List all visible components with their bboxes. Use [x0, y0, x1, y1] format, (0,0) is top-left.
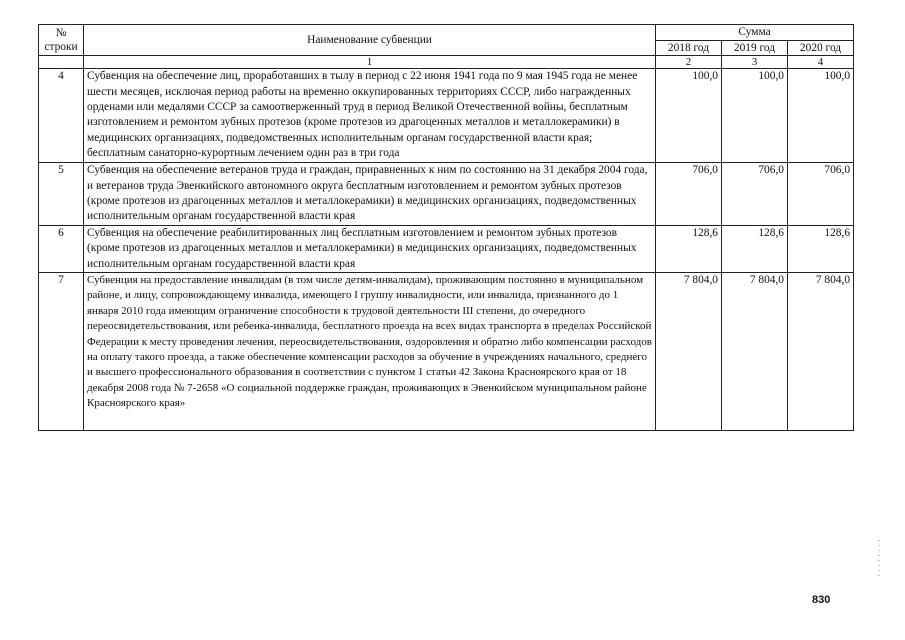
amount-header: Сумма — [656, 25, 854, 41]
subsidy-table — [38, 24, 854, 431]
table-row — [39, 163, 854, 226]
subsidy-name: Субвенция на обеспечение реабилитированных лиц бесплатным изготовлением и ремонтом зубных протезов (кроме протезов из драгоценных металлов и металлокерамики) в медицинских организациях, подведомственных исполнительным органам государственной власти края — [84, 225, 656, 272]
amount-2020: 100,0 — [788, 69, 854, 163]
amount-2018: 128,6 — [656, 225, 722, 272]
amount-2019: 7 804,0 — [722, 273, 788, 431]
column-number-4: 4 — [788, 56, 854, 69]
amount-2020: 706,0 — [788, 163, 854, 226]
subsidy-name: Субвенция на предоставление инвалидам (в том числе детям-инвалидам), проживающим постоянно в муниципальном районе, и лицу, сопровождающему инвалида, имеющего I группу инвалидности, или инвалида, признанного до 1 января 2010 года имеющим ограничение способности к трудовой деятельности III степени, до очередного переосвидетельствования, или ребенка-инвалида, бесплатного проезда на всех видах транспорта в пределах Российской Федерации к месту проведения лечения, переосвидетельствования, оздоровления и обратно либо компенсации расходов на оплату такого проезда, а также обеспечение компенсации расходов за обучение в учреждениях начального, среднего и высшего профессионального образования в соответствии с пунктом 1 статьи 42 Закона Красноярского края от 18 декабря 2008 года № 7-2658 «О социальной поддержке граждан, проживающих в Эвенкийском муниципальном районе Красноярского края» — [84, 273, 656, 431]
row-number: 4 — [39, 69, 84, 163]
row-number: 6 — [39, 225, 84, 272]
amount-2018: 7 804,0 — [656, 273, 722, 431]
table-row — [39, 225, 854, 272]
scan-artifact — [878, 540, 880, 580]
table-row — [39, 273, 854, 431]
row-number-header: № строки — [39, 25, 84, 56]
year-header-2019: 2019 год — [722, 40, 788, 56]
year-header-2020: 2020 год — [788, 40, 854, 56]
amount-2018: 100,0 — [656, 69, 722, 163]
subsidy-name: Субвенция на обеспечение лиц, проработавших в тылу в период с 22 июня 1941 года по 9 мая 1945 года не менее шести месяцев, исключая период работы на временно оккупированных территориях СССР, либо награжденных орденами или медалями СССР за самоотверженный труд в период Великой Отечественной войны, бесплатным изготовлением и ремонтом зубных протезов (кроме протезов из драгоценных металлов и металлокерамики) в медицинских организациях, подведомственных исполнительным органам государственной власти края; бесплатным санаторно-курортным лечением один раз в три года — [84, 69, 656, 163]
column-number-2: 2 — [656, 56, 722, 69]
row-number: 5 — [39, 163, 84, 226]
amount-2018: 706,0 — [656, 163, 722, 226]
amount-2020: 128,6 — [788, 225, 854, 272]
amount-2020: 7 804,0 — [788, 273, 854, 431]
amount-2019: 706,0 — [722, 163, 788, 226]
year-header-2018: 2018 год — [656, 40, 722, 56]
column-number-1: 1 — [84, 56, 656, 69]
row-number: 7 — [39, 273, 84, 431]
table-row — [39, 69, 854, 163]
table-header — [39, 25, 854, 69]
column-number-3: 3 — [722, 56, 788, 69]
amount-2019: 128,6 — [722, 225, 788, 272]
page-number: 830 — [812, 594, 831, 606]
name-header: Наименование субвенции — [84, 25, 656, 56]
table-body — [39, 69, 854, 431]
amount-2019: 100,0 — [722, 69, 788, 163]
column-number-row-number — [39, 56, 84, 69]
subsidy-name: Субвенция на обеспечение ветеранов труда и граждан, приравненных к ним по состоянию на 31 декабря 2004 года, и ветеранов труда Эвенкийского автономного округа бесплатным изготовлением и ремонтом зубных протезов (кроме протезов из драгоценных металлов и металлокерамики) в медицинских организациях, подведомственных исполнительным органам государственной власти края — [84, 163, 656, 226]
